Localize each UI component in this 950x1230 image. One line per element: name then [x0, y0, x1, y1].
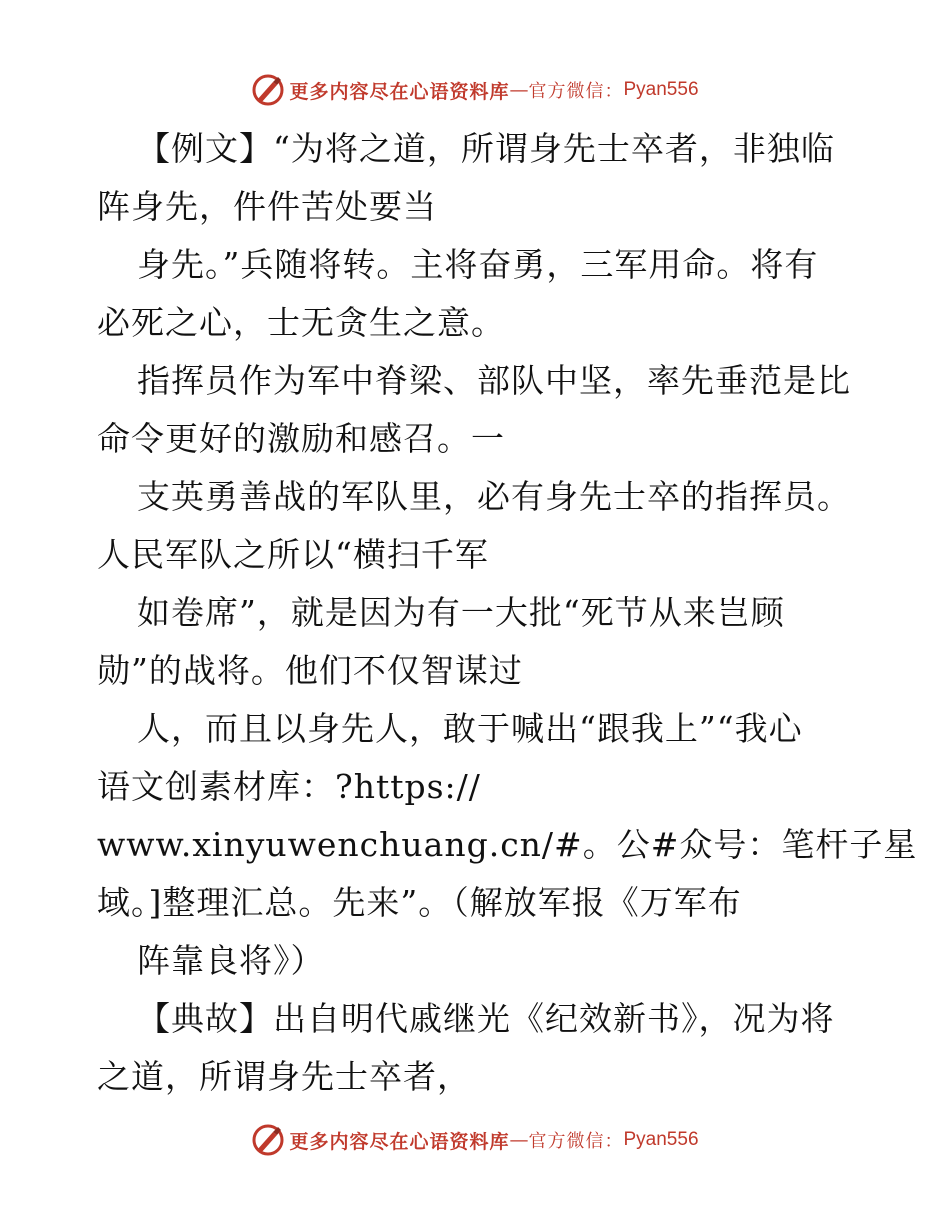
body-line: 【典故】出自明代戚继光《纪效新书》，况为将 — [137, 999, 835, 1038]
body-line: 勋”的战将。他们不仅智谋过 — [97, 651, 523, 690]
header-brand-text: 更多内容尽在心语资料库 — [289, 80, 510, 103]
body-line: 域。]整理汇总。先来”。（解放军报《万军布 — [97, 883, 742, 922]
body-line: 阵身先，件件苦处要当 — [97, 187, 437, 226]
pen-logo-icon — [251, 1123, 285, 1157]
body-line: 命令更好的激励和感召。一 — [97, 419, 505, 458]
header-wechat-label: 官方微信： — [528, 81, 624, 102]
body-line: 身先。”兵随将转。主将奋勇，三军用命。将有 — [137, 245, 819, 284]
body-line: 人，而且以身先人，敢于喊出“跟我上”“我心 — [137, 709, 803, 748]
body-line: 之道，所谓身先士卒者， — [97, 1057, 471, 1096]
body-line: 阵靠良将》） — [137, 941, 325, 980]
body-line: 必死之心，士无贪生之意。 — [97, 303, 505, 342]
body-line: 语文创素材库：?https:// — [97, 767, 481, 806]
body-line: 支英勇善战的军队里，必有身先士卒的指挥员。 — [137, 477, 851, 516]
body-line: 如卷席”，就是因为有一大批“死节从来岂顾 — [137, 593, 785, 632]
header-banner — [0, 72, 950, 108]
body-line: 人民军队之所以“横扫千军 — [97, 535, 489, 574]
body-line: 【例文】“为将之道，所谓身先士卒者，非独临 — [137, 129, 835, 168]
header-wechat-handle: Pyan556 — [623, 79, 699, 100]
document-body — [97, 120, 918, 1106]
body-line: www.xinyuwenchuang.cn/#。公#众号：笔杆子星 — [97, 825, 918, 864]
footer-brand-text: 更多内容尽在心语资料库 — [289, 1130, 510, 1153]
footer-wechat-handle: Pyan556 — [623, 1129, 699, 1150]
footer-wechat-label: 官方微信： — [528, 1131, 624, 1152]
header-separator: — — [509, 79, 529, 101]
footer-separator: — — [509, 1129, 529, 1151]
pen-logo-icon — [251, 73, 285, 107]
footer-banner — [0, 1122, 950, 1158]
body-line: 指挥员作为军中脊梁、部队中坚，率先垂范是比 — [137, 361, 851, 400]
